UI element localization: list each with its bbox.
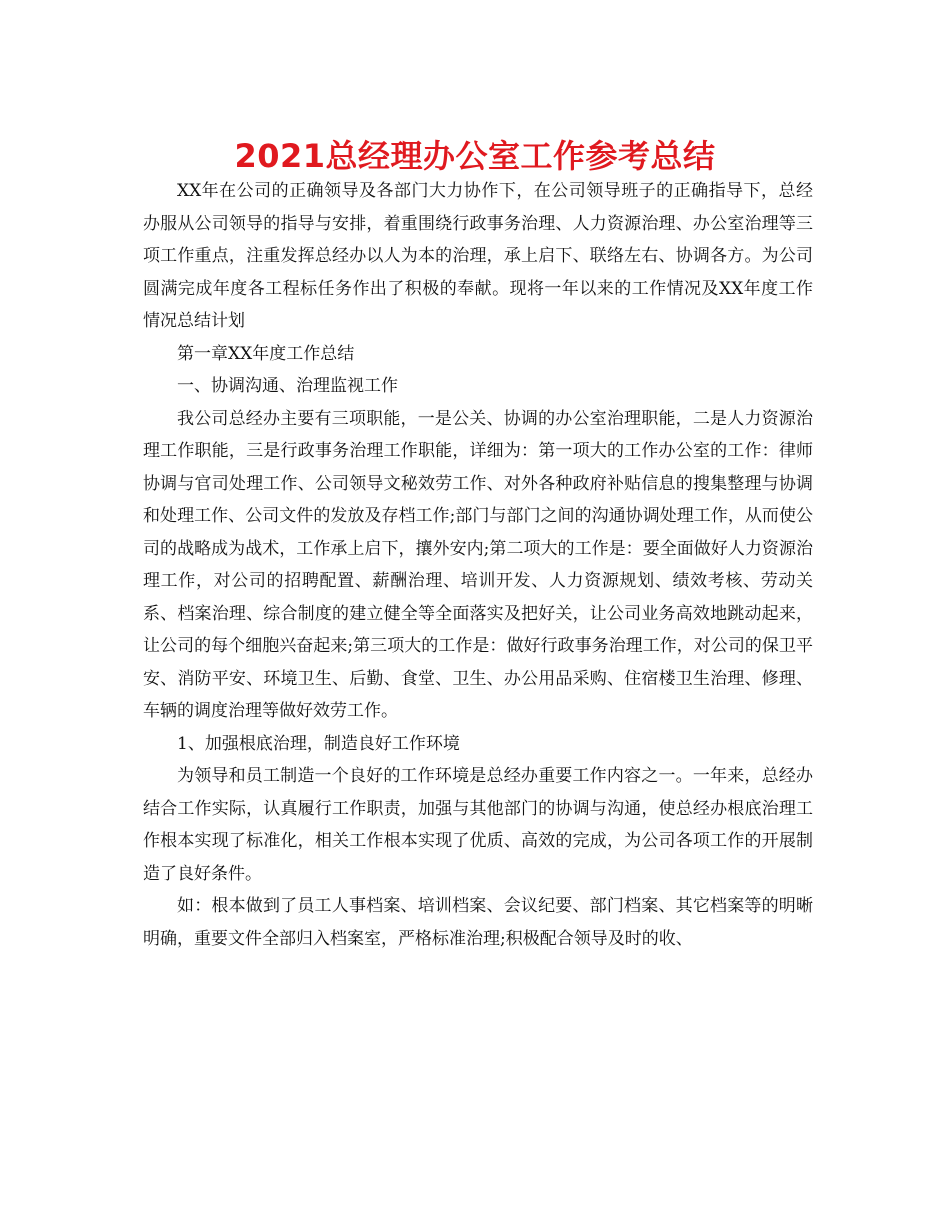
paragraph-functions: 我公司总经办主要有三项职能，一是公关、协调的办公室治理职能，二是人力资源治理工作职能，三是行政事务治理工作职能，详细为：第一项大的工作办公室的工作：律师协调与官司处理工作、公司领导文秘效劳工作、对外各种政府补贴信息的搜集整理与协调和处理工作、公司文件的发放及存档工作;部门与部门之间的沟通协调处理工作，从而使公司的战略成为战术，工作承上启下，攘外安内;第二项大的工作是：要全面做好人力资源治理工作，对公司的招聘配置、薪酬治理、培训开发、人力资源规划、绩效考核、劳动关系、档案治理、综合制度的建立健全等全面落实及把好关，让公司业务高效地跳动起来，让公司的每个细胞兴奋起来;第三项大的工作是：做好行政事务治理工作，对公司的保卫平安、消防平安、环境卫生、后勤、食堂、卫生、办公用品采购、住宿楼卫生治理、修理、车辆的调度治理等做好效劳工作。: [143, 408, 813, 721]
document-body: [143, 175, 813, 955]
paragraph-section-heading: 一、协调沟通、治理监视工作: [177, 376, 398, 396]
paragraph-intro: XX年在公司的正确领导及各部门大力协作下，在公司领导班子的正确指导下，总经办服从公司领导的指导与安排，着重围绕行政事务治理、人力资源治理、办公室治理等三项工作重点，注重发挥总经办以人为本的治理，承上启下、联络左右、协调各方。为公司圆满完成年度各工程标任务作出了积极的奉献。现将一年以来的工作情况及XX年度工作情况总结计划: [143, 181, 813, 331]
paragraph-example: 如：根本做到了员工人事档案、培训档案、会议纪要、部门档案、其它档案等的明晰明确，重要文件全部归入档案室，严格标准治理;积极配合领导及时的收、: [143, 896, 813, 949]
paragraph-subsection-heading: 1、加强根底治理，制造良好工作环境: [177, 733, 460, 754]
paragraph-environment: 为领导和员工制造一个良好的工作环境是总经办重要工作内容之一。一年来，总经办结合工作实际，认真履行工作职责，加强与其他部门的协调与沟通，使总经办根底治理工作根本实现了标准化，相关工作根本实现了优质、高效的完成，为公司各项工作的开展制造了良好条件。: [143, 766, 813, 884]
document-title: 2021总经理办公室工作参考总结: [234, 137, 716, 175]
paragraph-chapter-heading: 第一章XX年度工作总结: [177, 343, 355, 364]
